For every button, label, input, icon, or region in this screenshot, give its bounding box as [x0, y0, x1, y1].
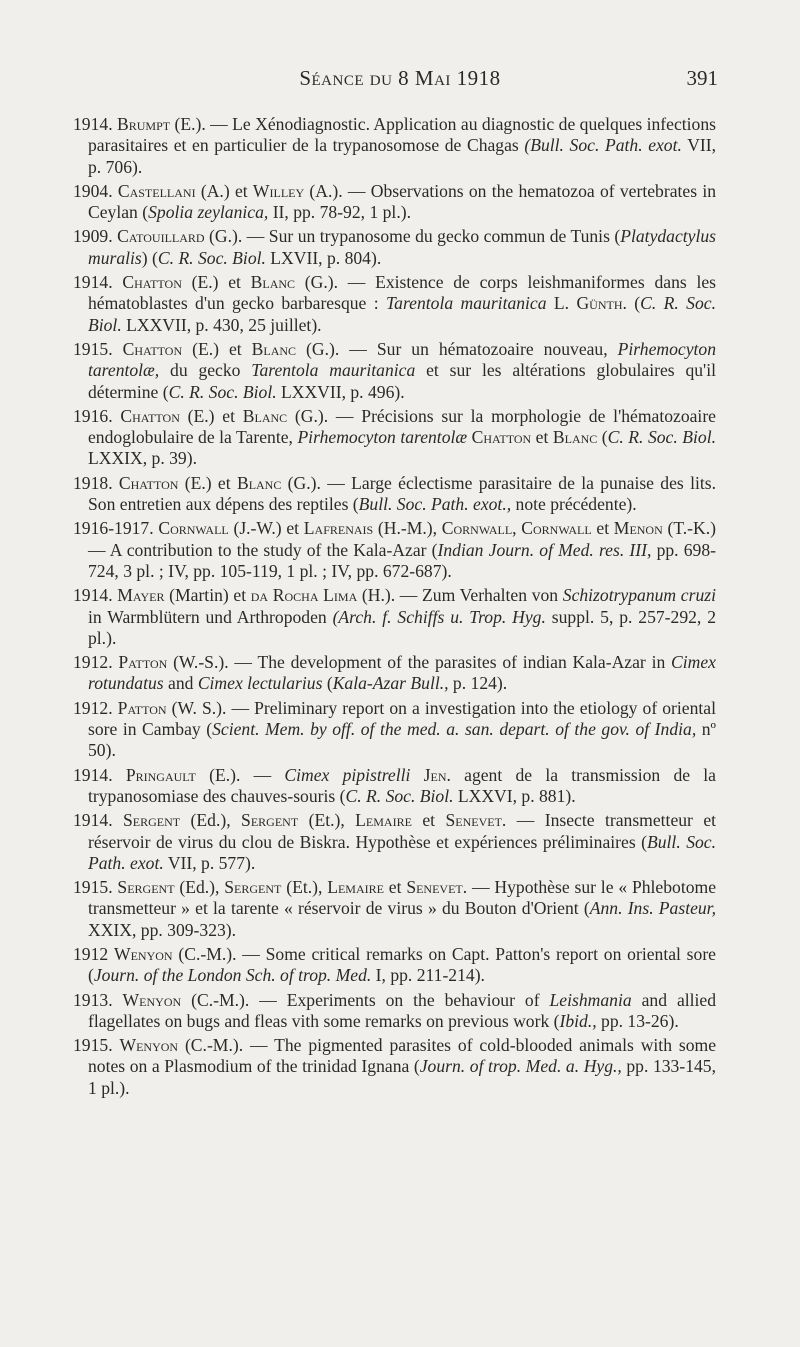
reference-entry: [73, 272, 716, 336]
reference-text: . — Insecte transmetteur et réservoir de virus du clou de Biskra. Hypothèse et expériences préliminaires (: [88, 810, 717, 852]
author-name: Sergent: [224, 877, 282, 898]
italic-title: Pirhemocyton tarentolæ,: [88, 338, 716, 381]
reference-text: I, pp. 211-214).: [371, 965, 485, 986]
italic-title: Tarentola mauritanica: [251, 360, 416, 381]
author-name: Lemaire: [327, 877, 384, 898]
reference-text: (T.-K.) — A contribution to the study of the Kala-Azar (: [88, 518, 717, 560]
author-name: Senevet: [406, 877, 463, 898]
reference-text: (Martin) et: [164, 585, 251, 606]
reference-text: (C.-M.). — Some critical remarks on Capt. Patton's report on oriental sore (: [88, 943, 716, 986]
reference-text: (E.) et: [179, 405, 243, 426]
reference-text: (: [322, 673, 333, 694]
author-name: Pringault: [125, 764, 196, 785]
reference-text: agent de la transmission de la trypanosomiase des chauves-souris (: [88, 764, 716, 806]
author-name: Chatton: [122, 338, 183, 359]
italic-title: C. R. Soc. Biol.: [88, 293, 716, 335]
reference-year: 1909.: [73, 226, 118, 247]
running-title: Séance du 8 Mai 1918: [299, 66, 501, 90]
reference-text: (H.). — Zum Verhalten von: [357, 585, 563, 606]
reference-text: (Ed.),: [180, 810, 242, 831]
author-name: Brumpt: [117, 114, 171, 134]
italic-title: (Bull. Soc. Path. exot.: [524, 135, 682, 156]
reference-text: LXXVII, p. 496).: [276, 381, 405, 402]
author-name: Wenyon: [119, 1035, 179, 1056]
author-name: Blanc: [250, 272, 296, 293]
author-name: Chatton: [471, 427, 532, 448]
reference-entry: [73, 1035, 717, 1099]
reference-text: (E.) et: [181, 272, 251, 293]
author-name: Blanc: [236, 472, 282, 493]
reference-text: (Et.),: [281, 877, 328, 898]
italic-title: Indian Journ. of Med. res.: [437, 539, 625, 560]
reference-text: (G.). — Précisions sur la morphologie de l'hématozoaire endoglobulaire de la Tarente,: [88, 405, 716, 448]
italic-title: Cimex rotundatus: [88, 652, 716, 694]
author-name: Menon: [613, 518, 663, 539]
reference-text: et sur les altérations globulaires qu'il détermine (: [88, 360, 716, 402]
reference-text: in Warmblütern und Arthropoden: [88, 606, 333, 627]
italic-title: Pirhemocyton tarentolæ: [297, 427, 468, 448]
reference-text: (H.-M.),: [373, 518, 442, 539]
reference-entry: [73, 338, 716, 403]
reference-text: pp. 698-724, 3 pl. ; IV, pp. 105-119, 1 pl. ; IV, pp. 672-687).: [88, 539, 716, 581]
italic-title: C. R. Soc. Biol.: [157, 247, 266, 268]
author-name: Blanc: [242, 405, 288, 426]
author-name: Jen.: [423, 764, 451, 785]
author-name: Chatton: [120, 405, 180, 426]
author-name: Castellani: [117, 180, 196, 201]
reference-text: VII, p. 706).: [88, 135, 717, 177]
author-name: Chatton: [118, 472, 179, 493]
reference-year: 1915.: [73, 1035, 120, 1056]
reference-text: (C.-M.). — Experiments on the behaviour of: [181, 989, 550, 1010]
reference-year: 1916-1917.: [73, 518, 159, 539]
reference-year: 1912.: [73, 697, 118, 718]
author-name: Blanc: [552, 427, 598, 448]
reference-text: ) (: [141, 247, 158, 268]
italic-title: Tarentola mauritanica: [386, 293, 547, 314]
italic-title: Cimex lectularius: [197, 673, 323, 694]
author-name: Lafrenais: [303, 518, 374, 539]
author-name: Sergent: [123, 810, 181, 831]
italic-title: (Arch. f. Schiffs u. Trop. Hyg.: [332, 606, 546, 627]
italic-title: Ibid.,: [559, 1010, 597, 1031]
italic-title: Cimex pipistrelli: [284, 764, 411, 785]
author-name: Sergent: [117, 877, 175, 898]
italic-title: C. R. Soc. Biol.: [607, 427, 716, 448]
reference-year: 1914.: [73, 272, 123, 293]
italic-title: Scient. Mem. by off. of the med. a. san. depart. of the gov. of India,: [212, 719, 697, 740]
reference-entry: [73, 226, 717, 269]
reference-entry: [73, 764, 716, 808]
reference-entry: [73, 405, 716, 470]
reference-text: (Et.),: [298, 810, 356, 831]
reference-text: p. 124).: [448, 673, 508, 694]
author-name: Mayer: [117, 585, 165, 606]
reference-text: (: [626, 293, 641, 314]
reference-text: (W.-S.). — The development of the parasites of indian Kala-Azar in: [167, 652, 672, 673]
reference-year: 1912.: [73, 652, 119, 673]
reference-text: (E.) et: [178, 472, 237, 493]
italic-title: Leishmania: [549, 989, 632, 1010]
reference-entry: [73, 989, 717, 1033]
reference-year: 1912: [73, 943, 114, 964]
italic-title: C. R. Soc. Biol.: [168, 381, 277, 402]
reference-entry: [73, 585, 716, 649]
reference-year: 1914.: [73, 114, 117, 134]
reference-text: note précédente).: [511, 494, 637, 515]
author-name: Patton: [118, 652, 168, 673]
italic-title: Journ. of the London Sch. of trop. Med.: [93, 965, 372, 986]
italic-title: Spolia zeylanica,: [148, 202, 269, 223]
reference-text: VII, p. 577).: [163, 852, 256, 873]
author-name: Cornwall: [158, 518, 229, 539]
reference-text: et: [591, 518, 614, 539]
reference-year: 1915.: [73, 877, 118, 898]
reference-text: and allied flagellates on bugs and fleas vith some remarks on previous work (: [88, 989, 717, 1031]
reference-entry: [73, 114, 717, 178]
reference-text: LXXIX, p. 39).: [88, 448, 197, 469]
reference-text: et: [383, 877, 407, 898]
author-name: Wenyon: [113, 943, 173, 964]
reference-text: suppl. 5, p. 257-292, 2 pl.).: [88, 606, 716, 648]
reference-year: 1918.: [73, 472, 119, 493]
italic-title: Journ. of trop. Med. a. Hyg.,: [419, 1056, 622, 1077]
reference-text: LXXVI, p. 881).: [453, 785, 576, 806]
reference-text: and: [163, 673, 198, 694]
italic-title: Schizotrypanum cruzi: [562, 585, 716, 606]
reference-text: pp. 133-145, 1 pl.).: [88, 1056, 716, 1098]
italic-title: Platydactylus muralis: [88, 226, 717, 268]
reference-text: (Ed.),: [174, 877, 225, 898]
reference-text: et: [531, 427, 553, 448]
author-name: Patton: [117, 697, 167, 718]
reference-text: (: [597, 427, 608, 448]
author-name: Blanc: [251, 338, 297, 359]
reference-text: et: [411, 810, 446, 831]
page-number: 391: [686, 66, 718, 90]
italic-title: Bull. Soc. Path. exot.,: [358, 494, 512, 515]
reference-text: XXIX, pp. 309-323).: [88, 919, 237, 940]
reference-entry: [73, 180, 716, 224]
italic-title: Ann. Ins. Pasteur,: [589, 898, 716, 919]
reference-entry: [73, 472, 716, 516]
reference-text: nº 50).: [88, 719, 717, 761]
reference-text: pp. 13-26).: [596, 1010, 679, 1031]
italic-title: Bull. Soc. Path. exot.: [88, 831, 716, 873]
running-header: [0, 62, 800, 96]
reference-year: 1915.: [73, 338, 123, 359]
reference-text: (W. S.). — Preliminary report on a investigation into the etiology of oriental sore in Cambay (: [88, 697, 716, 740]
author-name: Sergent: [241, 810, 299, 831]
reference-year: 1904.: [73, 180, 118, 201]
author-name: Catouillard: [117, 226, 205, 247]
reference-year: 1914.: [73, 764, 126, 785]
reference-text: II, pp. 78-92, 1 pl.).: [268, 202, 411, 223]
author-name: Günth.: [576, 293, 627, 314]
reference-text: LXXVII, p. 430, 25 juillet).: [121, 314, 322, 335]
reference-entry: [73, 877, 717, 941]
reference-text: (E.). —: [195, 764, 285, 785]
reference-text: [410, 765, 423, 785]
reference-year: 1913.: [73, 989, 123, 1010]
reference-text: (G.). — Sur un hématozoaire nouveau,: [296, 338, 618, 359]
reference-text: . — Hypothèse sur le « Phlebotome transmetteur » et la tarente « réservoir de virus » du Bouton d'Orient (: [88, 877, 717, 919]
reference-text: (G.). — Large éclectisme parasitaire de la punaise des lits. Son entretien aux dépens des reptiles (: [88, 472, 716, 515]
author-name: da Rocha Lima: [250, 585, 358, 606]
author-name: Lemaire: [355, 810, 412, 831]
author-name: Willey: [252, 180, 305, 201]
author-name: Senevet: [445, 810, 502, 831]
reference-text: (A.). — Observations on the hematozoa of vertebrates in Ceylan (: [88, 180, 716, 223]
reference-entry: [73, 810, 717, 874]
author-name: Wenyon: [122, 989, 182, 1010]
reference-text: (E.) et: [182, 338, 252, 359]
reference-text: (G.). — Sur un trypanosome du gecko commun de Tunis (: [204, 226, 621, 247]
reference-text: (C.-M.). — The pigmented parasites of cold-blooded animals with some notes on a Plasmodium of the trinidad Ignana (: [88, 1035, 717, 1077]
italic-title: III,: [629, 539, 652, 560]
reference-entry: [73, 518, 717, 582]
reference-text: (G.). — Existence de corps leishmaniformes dans les hématoblastes d'un gecko barbaresque :: [88, 272, 716, 314]
reference-text: (E.). — Le Xénodiagnostic. Application au diagnostic de quelques infections parasitaires et en particulier de la trypanosomose de Chagas: [88, 114, 716, 156]
reference-text: (J.-W.) et: [228, 518, 304, 539]
reference-text: du gecko: [159, 360, 252, 381]
italic-title: Kala-Azar Bull.,: [332, 673, 449, 694]
author-name: Chatton: [122, 272, 182, 293]
bibliography-list: [73, 114, 717, 1102]
italic-title: C. R. Soc. Biol.: [345, 785, 454, 806]
reference-year: 1914.: [73, 585, 118, 606]
author-name: Cornwall, Cornwall: [441, 518, 592, 539]
reference-text: L.: [546, 293, 577, 314]
reference-text: (A.) et: [195, 180, 253, 201]
reference-entry: [73, 697, 717, 762]
reference-entry: [73, 943, 716, 987]
reference-entry: [73, 652, 716, 695]
reference-text: LXVII, p. 804).: [265, 247, 382, 268]
reference-year: 1914.: [73, 810, 124, 831]
reference-year: 1916.: [73, 405, 121, 426]
